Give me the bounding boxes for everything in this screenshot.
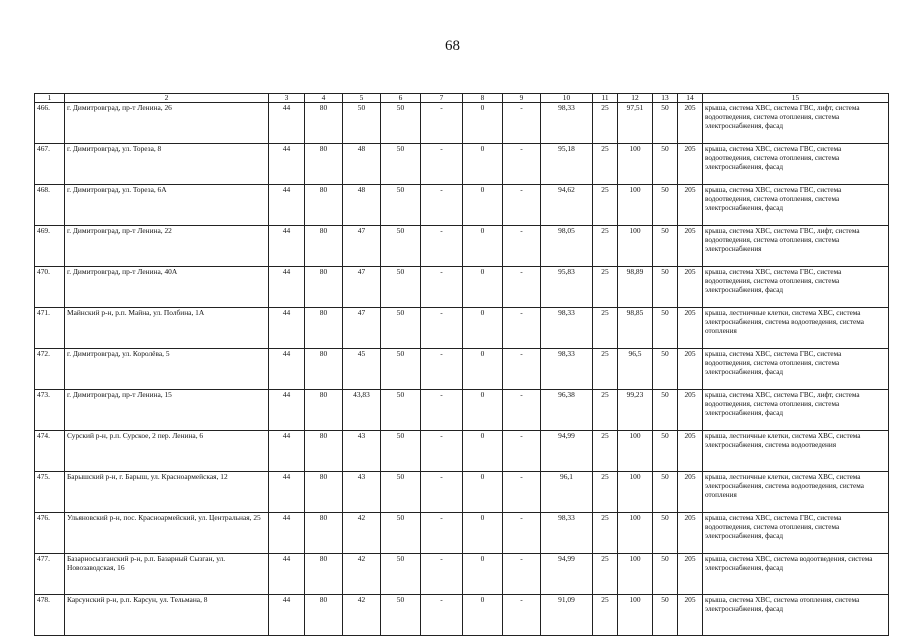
value-cell-c4: 80 xyxy=(305,226,343,267)
column-header-2: 2 xyxy=(65,94,269,103)
value-cell-c4: 80 xyxy=(305,554,343,595)
value-cell-c9: - xyxy=(503,472,541,513)
value-cell-c11: 25 xyxy=(593,185,618,226)
value-cell-c9: - xyxy=(503,349,541,390)
value-cell-c9: - xyxy=(503,513,541,554)
value-cell-c4: 80 xyxy=(305,103,343,144)
value-cell-c13: 50 xyxy=(653,144,678,185)
value-cell-c11: 25 xyxy=(593,103,618,144)
value-cell-c4: 80 xyxy=(305,595,343,636)
value-cell-c14: 205 xyxy=(678,390,703,431)
value-cell-c6: 50 xyxy=(381,390,421,431)
value-cell-c9: - xyxy=(503,595,541,636)
value-cell-c6: 50 xyxy=(381,472,421,513)
value-cell-c10: 98,33 xyxy=(541,308,593,349)
column-header-1: 1 xyxy=(35,94,65,103)
table-row xyxy=(35,472,889,513)
value-cell-c12: 97,51 xyxy=(618,103,653,144)
value-cell-c14: 205 xyxy=(678,595,703,636)
value-cell-c8: 0 xyxy=(463,472,503,513)
value-cell-c11: 25 xyxy=(593,513,618,554)
value-cell-c7: - xyxy=(421,226,463,267)
value-cell-c4: 80 xyxy=(305,144,343,185)
value-cell-c4: 80 xyxy=(305,390,343,431)
column-header-9: 9 xyxy=(503,94,541,103)
value-cell-c11: 25 xyxy=(593,554,618,595)
value-cell-c8: 0 xyxy=(463,144,503,185)
value-cell-c3: 44 xyxy=(269,390,305,431)
value-cell-c9: - xyxy=(503,554,541,595)
value-cell-c5: 48 xyxy=(343,144,381,185)
value-cell-c3: 44 xyxy=(269,185,305,226)
value-cell-c14: 205 xyxy=(678,144,703,185)
row-number-cell: 478. xyxy=(35,595,65,636)
works-cell: крыша, система ХВС, система ГВС, лифт, система водоотведения, система отопления, система электроснабжения, фасад xyxy=(703,390,889,431)
value-cell-c14: 205 xyxy=(678,308,703,349)
value-cell-c11: 25 xyxy=(593,267,618,308)
value-cell-c5: 43 xyxy=(343,472,381,513)
value-cell-c13: 50 xyxy=(653,103,678,144)
table-row xyxy=(35,431,889,472)
value-cell-c7: - xyxy=(421,472,463,513)
table-row xyxy=(35,595,889,636)
row-number-cell: 467. xyxy=(35,144,65,185)
value-cell-c10: 95,18 xyxy=(541,144,593,185)
value-cell-c7: - xyxy=(421,513,463,554)
value-cell-c14: 205 xyxy=(678,513,703,554)
column-header-8: 8 xyxy=(463,94,503,103)
value-cell-c8: 0 xyxy=(463,103,503,144)
value-cell-c3: 44 xyxy=(269,144,305,185)
value-cell-c9: - xyxy=(503,185,541,226)
value-cell-c6: 50 xyxy=(381,308,421,349)
value-cell-c12: 98,85 xyxy=(618,308,653,349)
column-header-14: 14 xyxy=(678,94,703,103)
value-cell-c12: 98,89 xyxy=(618,267,653,308)
table-row xyxy=(35,349,889,390)
value-cell-c10: 94,99 xyxy=(541,554,593,595)
value-cell-c6: 50 xyxy=(381,144,421,185)
header-row xyxy=(35,94,889,103)
value-cell-c7: - xyxy=(421,308,463,349)
value-cell-c12: 100 xyxy=(618,144,653,185)
value-cell-c9: - xyxy=(503,390,541,431)
value-cell-c8: 0 xyxy=(463,308,503,349)
value-cell-c14: 205 xyxy=(678,185,703,226)
address-cell: Базарносызганский р-н, р.п. Базарный Сызган, ул. Новозаводская, 16 xyxy=(65,554,269,595)
register-table xyxy=(34,93,889,636)
value-cell-c8: 0 xyxy=(463,554,503,595)
value-cell-c6: 50 xyxy=(381,513,421,554)
value-cell-c10: 98,33 xyxy=(541,103,593,144)
value-cell-c8: 0 xyxy=(463,390,503,431)
address-cell: г. Димитровград, пр-т Ленина, 26 xyxy=(65,103,269,144)
value-cell-c10: 95,83 xyxy=(541,267,593,308)
value-cell-c4: 80 xyxy=(305,472,343,513)
works-cell: крыша, система ХВС, система ГВС, лифт, система водоотведения, система отопления, система электроснабжения, фасад xyxy=(703,103,889,144)
value-cell-c5: 42 xyxy=(343,554,381,595)
value-cell-c12: 100 xyxy=(618,595,653,636)
value-cell-c4: 80 xyxy=(305,349,343,390)
value-cell-c9: - xyxy=(503,103,541,144)
value-cell-c8: 0 xyxy=(463,185,503,226)
value-cell-c5: 43,83 xyxy=(343,390,381,431)
value-cell-c3: 44 xyxy=(269,349,305,390)
value-cell-c5: 50 xyxy=(343,103,381,144)
value-cell-c10: 96,1 xyxy=(541,472,593,513)
value-cell-c3: 44 xyxy=(269,472,305,513)
value-cell-c6: 50 xyxy=(381,595,421,636)
value-cell-c8: 0 xyxy=(463,513,503,554)
works-cell: крыша, лестничные клетки, система ХВС, система электроснабжения, система водоотведения xyxy=(703,431,889,472)
address-cell: г. Димитровград, ул. Тореза, 8 xyxy=(65,144,269,185)
table-row xyxy=(35,144,889,185)
table-row xyxy=(35,103,889,144)
column-header-13: 13 xyxy=(653,94,678,103)
value-cell-c6: 50 xyxy=(381,349,421,390)
table-row xyxy=(35,513,889,554)
value-cell-c6: 50 xyxy=(381,226,421,267)
value-cell-c10: 98,05 xyxy=(541,226,593,267)
value-cell-c11: 25 xyxy=(593,226,618,267)
address-cell: г. Димитровград, пр-т Ленина, 40А xyxy=(65,267,269,308)
value-cell-c8: 0 xyxy=(463,349,503,390)
value-cell-c14: 205 xyxy=(678,472,703,513)
value-cell-c11: 25 xyxy=(593,390,618,431)
table-body xyxy=(35,94,889,636)
value-cell-c3: 44 xyxy=(269,431,305,472)
value-cell-c13: 50 xyxy=(653,267,678,308)
table-row xyxy=(35,185,889,226)
row-number-cell: 468. xyxy=(35,185,65,226)
value-cell-c6: 50 xyxy=(381,103,421,144)
row-number-cell: 471. xyxy=(35,308,65,349)
value-cell-c8: 0 xyxy=(463,267,503,308)
value-cell-c10: 94,62 xyxy=(541,185,593,226)
column-header-11: 11 xyxy=(593,94,618,103)
value-cell-c13: 50 xyxy=(653,349,678,390)
row-number-cell: 472. xyxy=(35,349,65,390)
value-cell-c5: 47 xyxy=(343,308,381,349)
value-cell-c4: 80 xyxy=(305,431,343,472)
value-cell-c4: 80 xyxy=(305,267,343,308)
column-header-6: 6 xyxy=(381,94,421,103)
value-cell-c12: 100 xyxy=(618,472,653,513)
value-cell-c10: 91,09 xyxy=(541,595,593,636)
row-number-cell: 473. xyxy=(35,390,65,431)
address-cell: Барышский р-н, г. Барыш, ул. Красноармейская, 12 xyxy=(65,472,269,513)
value-cell-c13: 50 xyxy=(653,185,678,226)
value-cell-c11: 25 xyxy=(593,595,618,636)
works-cell: крыша, система ХВС, система ГВС, лифт, система водоотведения, система отопления, система электроснабжения xyxy=(703,226,889,267)
table-row xyxy=(35,226,889,267)
value-cell-c5: 42 xyxy=(343,513,381,554)
works-cell: крыша, система ХВС, система ГВС, система водоотведения, система отопления, система электроснабжения, фасад xyxy=(703,144,889,185)
value-cell-c6: 50 xyxy=(381,267,421,308)
row-number-cell: 475. xyxy=(35,472,65,513)
value-cell-c13: 50 xyxy=(653,431,678,472)
value-cell-c5: 45 xyxy=(343,349,381,390)
value-cell-c12: 100 xyxy=(618,185,653,226)
column-header-5: 5 xyxy=(343,94,381,103)
column-header-15: 15 xyxy=(703,94,889,103)
value-cell-c8: 0 xyxy=(463,431,503,472)
works-cell: крыша, система ХВС, система ГВС, система водоотведения, система отопления, система электроснабжения, фасад xyxy=(703,349,889,390)
value-cell-c10: 98,33 xyxy=(541,513,593,554)
value-cell-c3: 44 xyxy=(269,103,305,144)
value-cell-c7: - xyxy=(421,431,463,472)
row-number-cell: 477. xyxy=(35,554,65,595)
table-row xyxy=(35,390,889,431)
value-cell-c14: 205 xyxy=(678,431,703,472)
page-number: 68 xyxy=(445,38,460,54)
works-cell: крыша, система ХВС, система ГВС, система водоотведения, система отопления, система электроснабжения, фасад xyxy=(703,185,889,226)
value-cell-c13: 50 xyxy=(653,595,678,636)
value-cell-c3: 44 xyxy=(269,513,305,554)
value-cell-c9: - xyxy=(503,226,541,267)
value-cell-c14: 205 xyxy=(678,554,703,595)
address-cell: Карсунский р-н, р.п. Карсун, ул. Тельмана, 8 xyxy=(65,595,269,636)
value-cell-c8: 0 xyxy=(463,226,503,267)
value-cell-c6: 50 xyxy=(381,185,421,226)
value-cell-c7: - xyxy=(421,103,463,144)
value-cell-c4: 80 xyxy=(305,308,343,349)
value-cell-c7: - xyxy=(421,390,463,431)
value-cell-c7: - xyxy=(421,554,463,595)
value-cell-c10: 94,99 xyxy=(541,431,593,472)
works-cell: крыша, система ХВС, система отопления, система электроснабжения, фасад xyxy=(703,595,889,636)
value-cell-c7: - xyxy=(421,144,463,185)
address-cell: Сурский р-н, р.п. Сурское, 2 пер. Ленина, 6 xyxy=(65,431,269,472)
works-cell: крыша, система ХВС, система ГВС, система водоотведения, система отопления, система электроснабжения, фасад xyxy=(703,267,889,308)
value-cell-c13: 50 xyxy=(653,472,678,513)
value-cell-c11: 25 xyxy=(593,308,618,349)
value-cell-c10: 96,38 xyxy=(541,390,593,431)
value-cell-c14: 205 xyxy=(678,349,703,390)
value-cell-c4: 80 xyxy=(305,513,343,554)
column-header-7: 7 xyxy=(421,94,463,103)
row-number-cell: 474. xyxy=(35,431,65,472)
value-cell-c3: 44 xyxy=(269,267,305,308)
value-cell-c11: 25 xyxy=(593,472,618,513)
works-cell: крыша, система ХВС, система ГВС, система водоотведения, система отопления, система электроснабжения, фасад xyxy=(703,513,889,554)
works-cell: крыша, лестничные клетки, система ХВС, система электроснабжения, система водоотведения, система отопления xyxy=(703,308,889,349)
value-cell-c5: 43 xyxy=(343,431,381,472)
value-cell-c9: - xyxy=(503,308,541,349)
address-cell: г. Димитровград, пр-т Ленина, 22 xyxy=(65,226,269,267)
value-cell-c3: 44 xyxy=(269,226,305,267)
row-number-cell: 466. xyxy=(35,103,65,144)
value-cell-c12: 100 xyxy=(618,554,653,595)
value-cell-c6: 50 xyxy=(381,431,421,472)
value-cell-c7: - xyxy=(421,595,463,636)
row-number-cell: 470. xyxy=(35,267,65,308)
table-row xyxy=(35,267,889,308)
value-cell-c12: 100 xyxy=(618,226,653,267)
value-cell-c5: 47 xyxy=(343,267,381,308)
works-cell: крыша, лестничные клетки, система ХВС, система электроснабжения, система водоотведения, система отопления xyxy=(703,472,889,513)
column-header-10: 10 xyxy=(541,94,593,103)
value-cell-c12: 100 xyxy=(618,513,653,554)
value-cell-c8: 0 xyxy=(463,595,503,636)
column-header-3: 3 xyxy=(269,94,305,103)
table-row xyxy=(35,554,889,595)
value-cell-c4: 80 xyxy=(305,185,343,226)
value-cell-c7: - xyxy=(421,267,463,308)
row-number-cell: 476. xyxy=(35,513,65,554)
value-cell-c7: - xyxy=(421,349,463,390)
table-row xyxy=(35,308,889,349)
address-cell: г. Димитровград, ул. Королёва, 5 xyxy=(65,349,269,390)
value-cell-c13: 50 xyxy=(653,554,678,595)
value-cell-c9: - xyxy=(503,267,541,308)
value-cell-c10: 98,33 xyxy=(541,349,593,390)
row-number-cell: 469. xyxy=(35,226,65,267)
works-cell: крыша, система ХВС, система водоотведения, система электроснабжения, фасад xyxy=(703,554,889,595)
value-cell-c6: 50 xyxy=(381,554,421,595)
value-cell-c5: 47 xyxy=(343,226,381,267)
address-cell: Майнский р-н, р.п. Майна, ул. Полбина, 1А xyxy=(65,308,269,349)
value-cell-c13: 50 xyxy=(653,390,678,431)
value-cell-c12: 99,23 xyxy=(618,390,653,431)
value-cell-c5: 48 xyxy=(343,185,381,226)
value-cell-c12: 100 xyxy=(618,431,653,472)
value-cell-c13: 50 xyxy=(653,308,678,349)
value-cell-c9: - xyxy=(503,431,541,472)
value-cell-c14: 205 xyxy=(678,267,703,308)
value-cell-c7: - xyxy=(421,185,463,226)
value-cell-c14: 205 xyxy=(678,103,703,144)
value-cell-c3: 44 xyxy=(269,554,305,595)
value-cell-c3: 44 xyxy=(269,308,305,349)
value-cell-c9: - xyxy=(503,144,541,185)
value-cell-c11: 25 xyxy=(593,349,618,390)
value-cell-c13: 50 xyxy=(653,226,678,267)
value-cell-c13: 50 xyxy=(653,513,678,554)
value-cell-c3: 44 xyxy=(269,595,305,636)
value-cell-c11: 25 xyxy=(593,144,618,185)
address-cell: г. Димитровград, ул. Тореза, 6А xyxy=(65,185,269,226)
column-header-12: 12 xyxy=(618,94,653,103)
value-cell-c14: 205 xyxy=(678,226,703,267)
address-cell: Ульяновский р-н, пос. Красноармейский, ул. Центральная, 25 xyxy=(65,513,269,554)
column-header-4: 4 xyxy=(305,94,343,103)
value-cell-c5: 42 xyxy=(343,595,381,636)
address-cell: г. Димитровград, пр-т Ленина, 15 xyxy=(65,390,269,431)
value-cell-c12: 96,5 xyxy=(618,349,653,390)
value-cell-c11: 25 xyxy=(593,431,618,472)
